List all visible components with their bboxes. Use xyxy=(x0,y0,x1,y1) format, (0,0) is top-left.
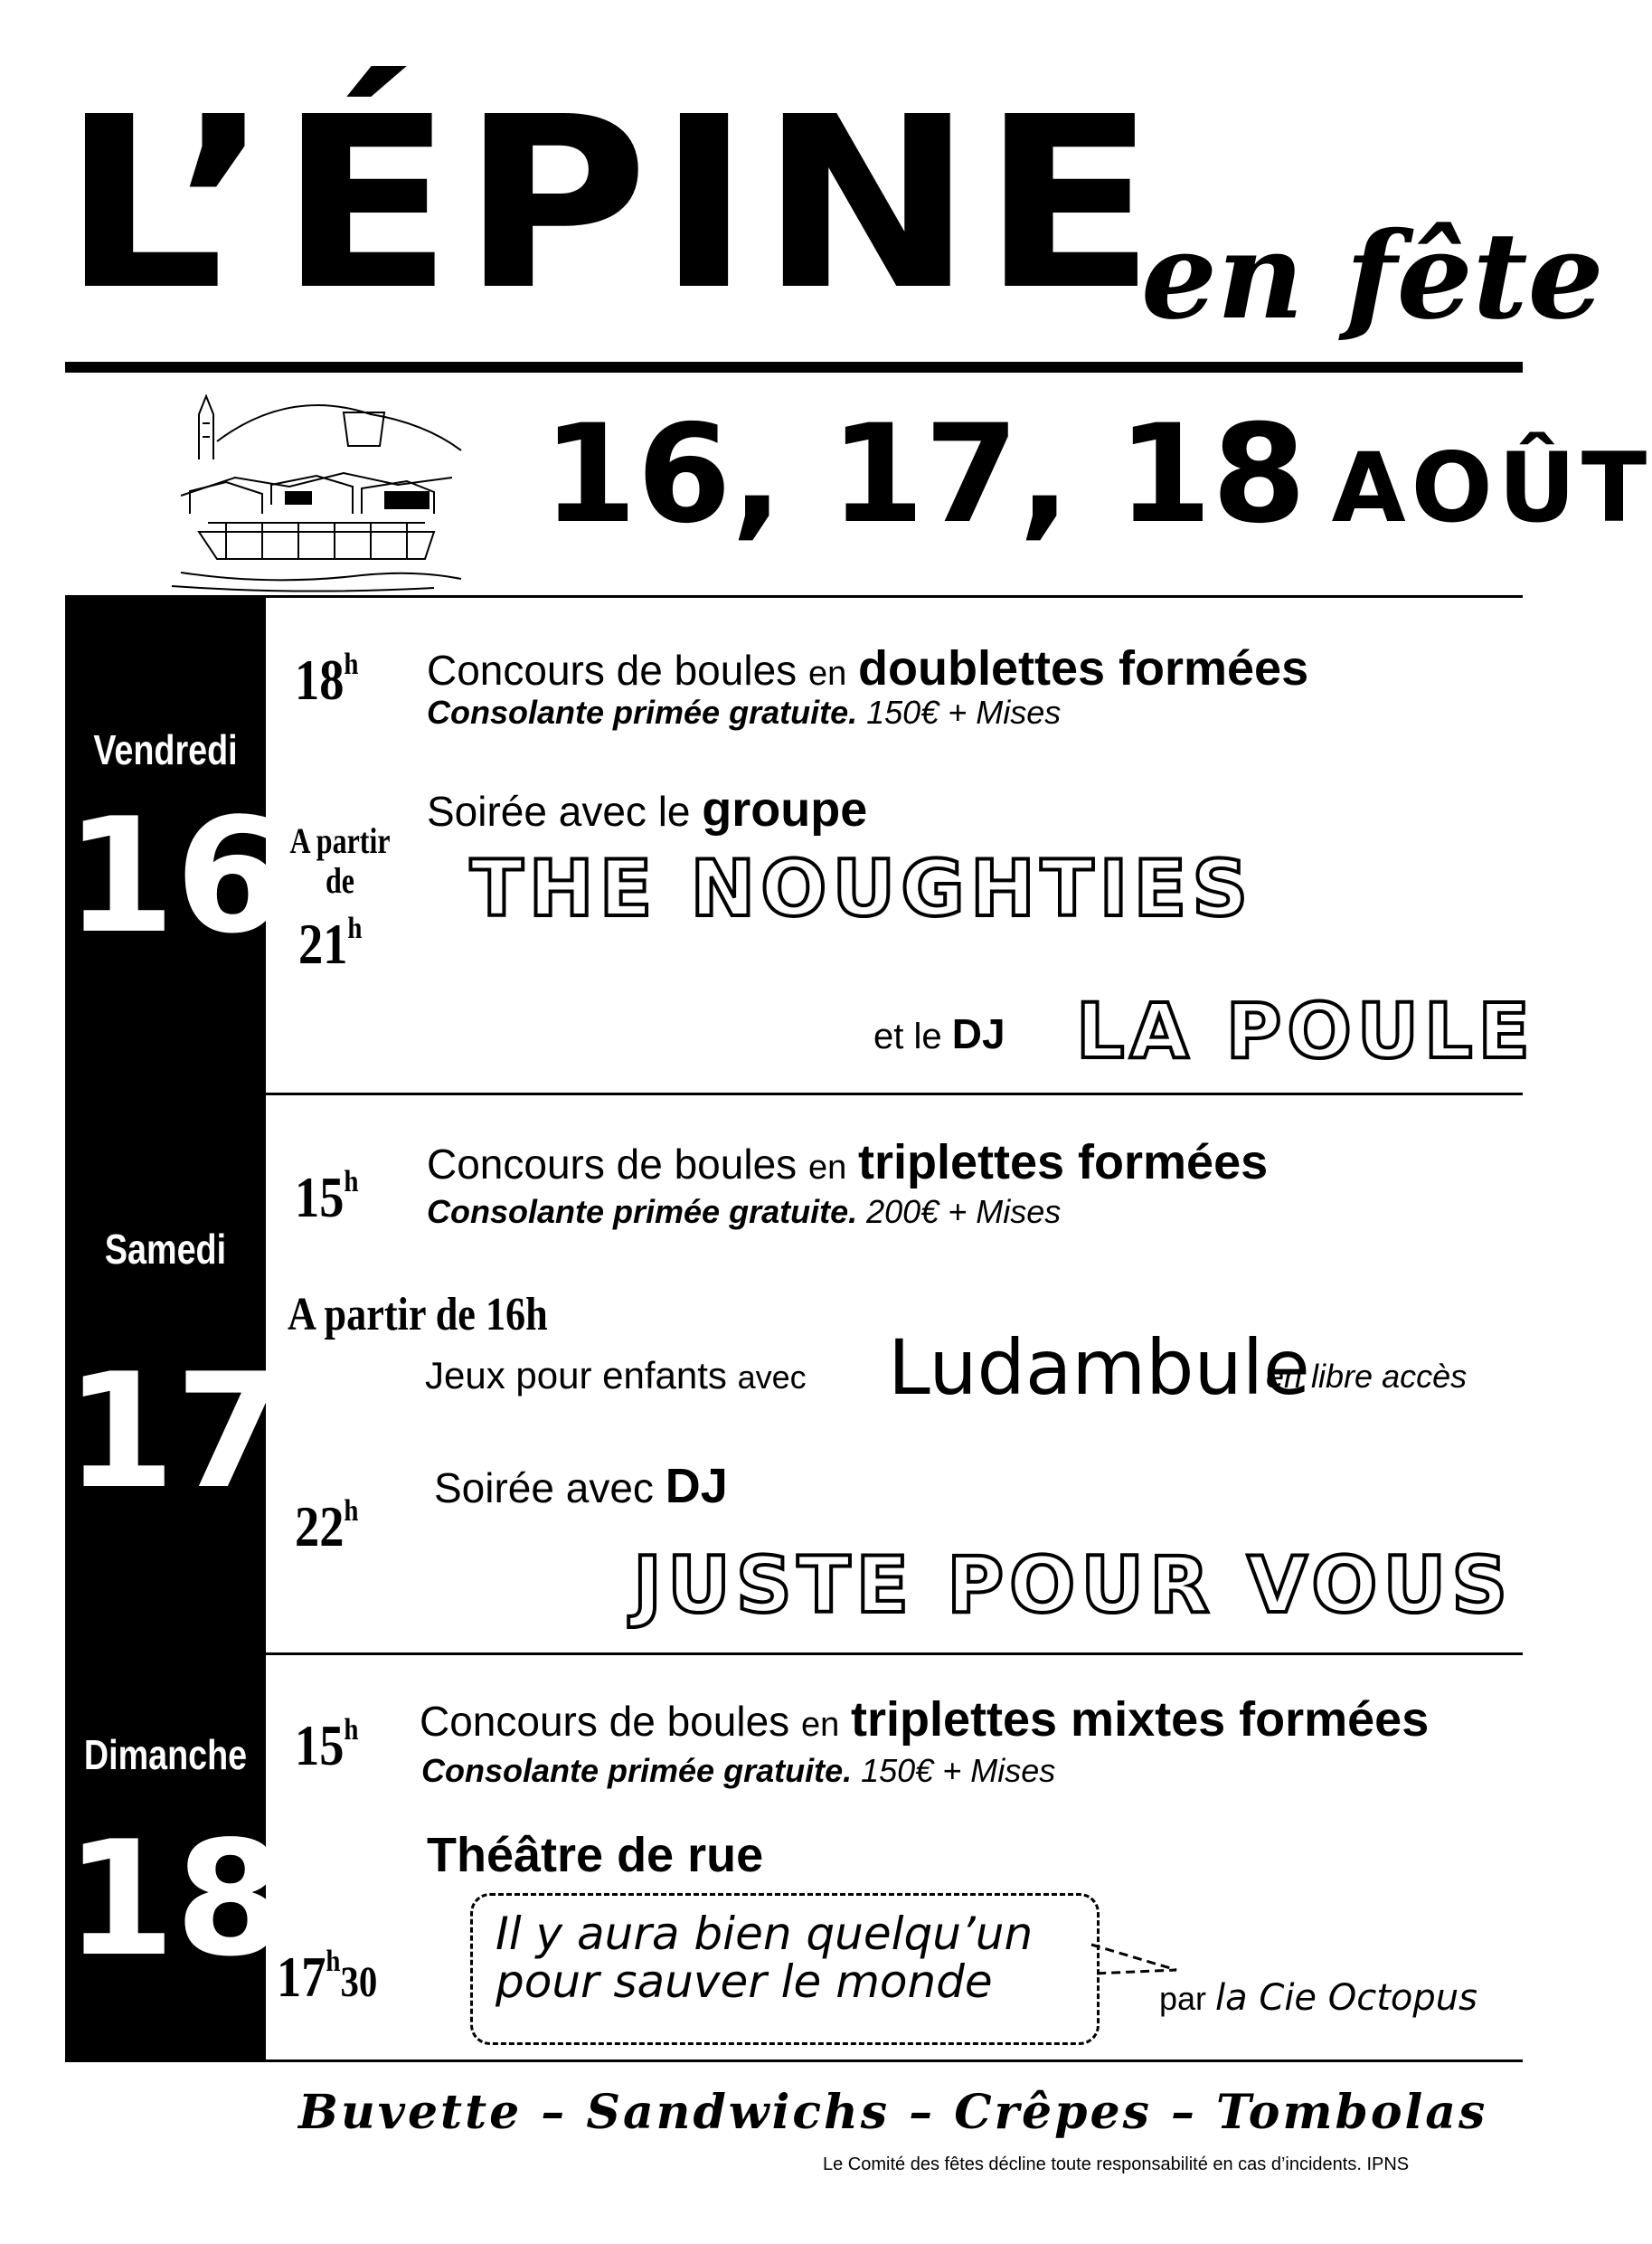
event-details xyxy=(427,1193,1062,1230)
prize-note: Consolante primée gratuite. xyxy=(427,1193,858,1230)
day-block-sunday xyxy=(65,1654,286,2059)
day-name: Vendredi xyxy=(93,726,238,773)
event-time xyxy=(298,912,363,976)
event-text: Jeux pour enfants xyxy=(425,1354,727,1397)
day-number: 18 xyxy=(65,1808,286,1992)
dates-month: AOÛT xyxy=(1331,432,1652,544)
play-title-line: Il y aura bien quelqu’un xyxy=(496,1908,1034,1960)
section-divider xyxy=(65,2059,1523,2062)
brand-ludambule: Ludambule xyxy=(888,1323,1310,1412)
event-text: Concours de boules xyxy=(420,1698,790,1745)
time-suffix: h xyxy=(344,648,359,681)
event-title xyxy=(434,1459,728,1513)
time-minutes: 30 xyxy=(340,1958,378,2006)
day-name: Dimanche xyxy=(83,1731,248,1778)
event-highlight: DJ xyxy=(951,1010,1005,1057)
speech-bubble-tail xyxy=(1090,1927,1180,1981)
event-time-label: A partir de 16h xyxy=(288,1289,548,1340)
section-divider xyxy=(65,1652,1523,1655)
time-hour: 21 xyxy=(298,912,348,976)
event-title xyxy=(427,641,1309,696)
event-time xyxy=(295,1496,358,1556)
event-text: Concours de boules xyxy=(427,1141,798,1188)
event-text: Soirée avec le xyxy=(427,788,691,835)
event-details xyxy=(427,696,1061,729)
time-hour: 15 xyxy=(295,1165,345,1229)
prize-amount: 150€ + Mises xyxy=(866,694,1062,731)
time-suffix: h xyxy=(344,1165,359,1198)
event-title xyxy=(425,1354,807,1397)
event-highlight: doublettes formées xyxy=(858,641,1309,696)
event-time xyxy=(277,1945,378,2009)
event-text: avec xyxy=(737,1359,807,1396)
time-suffix: h xyxy=(347,912,363,945)
event-title xyxy=(427,782,868,837)
time-suffix: h xyxy=(326,1945,341,1978)
band-name: THE NOUGHTIES xyxy=(470,844,1254,934)
poster-title: L’ÉPINE xyxy=(61,66,1165,342)
troupe-credit xyxy=(1159,1977,1477,2019)
poster-subtitle: en fête xyxy=(1141,206,1604,346)
event-time xyxy=(295,1165,359,1229)
day-block-friday xyxy=(65,597,286,1093)
event-text: Concours de boules xyxy=(427,647,798,694)
troupe-name: la Cie Octopus xyxy=(1215,1977,1477,2019)
event-text: en xyxy=(807,655,847,693)
event-highlight: Théâtre de rue xyxy=(427,1828,764,1882)
prize-note: Consolante primée gratuite. xyxy=(427,694,858,731)
time-prefix-line: A partir xyxy=(289,820,391,861)
village-illustration xyxy=(163,378,470,595)
event-text: en xyxy=(807,1149,847,1187)
event-time-prefix xyxy=(289,821,391,901)
play-title-line: pour sauver le monde xyxy=(496,1955,993,2008)
credit-prefix: par xyxy=(1159,1980,1207,2017)
dj-intro xyxy=(873,1010,1005,1057)
event-highlight: groupe xyxy=(702,782,868,837)
prize-amount: 150€ + Mises xyxy=(861,1752,1056,1789)
time-hour: 15 xyxy=(295,1713,345,1777)
time-hour: 22 xyxy=(295,1494,345,1558)
time-hour: 18 xyxy=(295,648,345,712)
day-name: Samedi xyxy=(104,1226,227,1273)
day-block-saturday xyxy=(65,1094,286,1652)
dates-days: 16, 17, 18 xyxy=(543,396,1307,554)
event-note: en libre accès xyxy=(1266,1358,1468,1395)
dj-name: LA POULE xyxy=(1076,987,1535,1075)
section-divider xyxy=(65,1093,1523,1095)
section-divider xyxy=(65,595,1523,598)
event-details xyxy=(421,1752,1056,1789)
event-highlight: triplettes formées xyxy=(858,1135,1269,1189)
time-hour: 17 xyxy=(277,1945,326,2009)
event-text: Soirée avec xyxy=(434,1464,654,1511)
play-title xyxy=(496,1908,1034,2008)
event-title xyxy=(427,1135,1269,1189)
prize-note: Consolante primée gratuite. xyxy=(421,1752,853,1789)
event-title xyxy=(427,1828,764,1882)
event-title xyxy=(420,1692,1430,1747)
dj-name: JUSTE POUR VOUS xyxy=(633,1540,1514,1631)
footer-offer: Buvette – Sandwichs – Crêpes – Tombolas xyxy=(298,2085,1488,2140)
event-time xyxy=(295,1715,358,1775)
footer-disclaimer: Le Comité des fêtes décline toute responsabilité en cas d’incidents. IPNS xyxy=(823,2154,1410,2174)
day-number: 16 xyxy=(65,785,286,969)
header-divider xyxy=(65,362,1523,373)
event-time xyxy=(295,648,359,712)
event-highlight: DJ xyxy=(665,1459,728,1513)
event-text: en xyxy=(800,1706,840,1744)
event-text: et le xyxy=(873,1017,942,1056)
time-suffix: h xyxy=(344,1494,359,1528)
time-suffix: h xyxy=(344,1713,359,1747)
day-number: 17 xyxy=(65,1340,286,1524)
time-prefix-line: de xyxy=(326,860,354,901)
prize-amount: 200€ + Mises xyxy=(866,1193,1062,1230)
festival-dates xyxy=(543,396,1652,554)
event-highlight: triplettes mixtes formées xyxy=(851,1692,1430,1747)
